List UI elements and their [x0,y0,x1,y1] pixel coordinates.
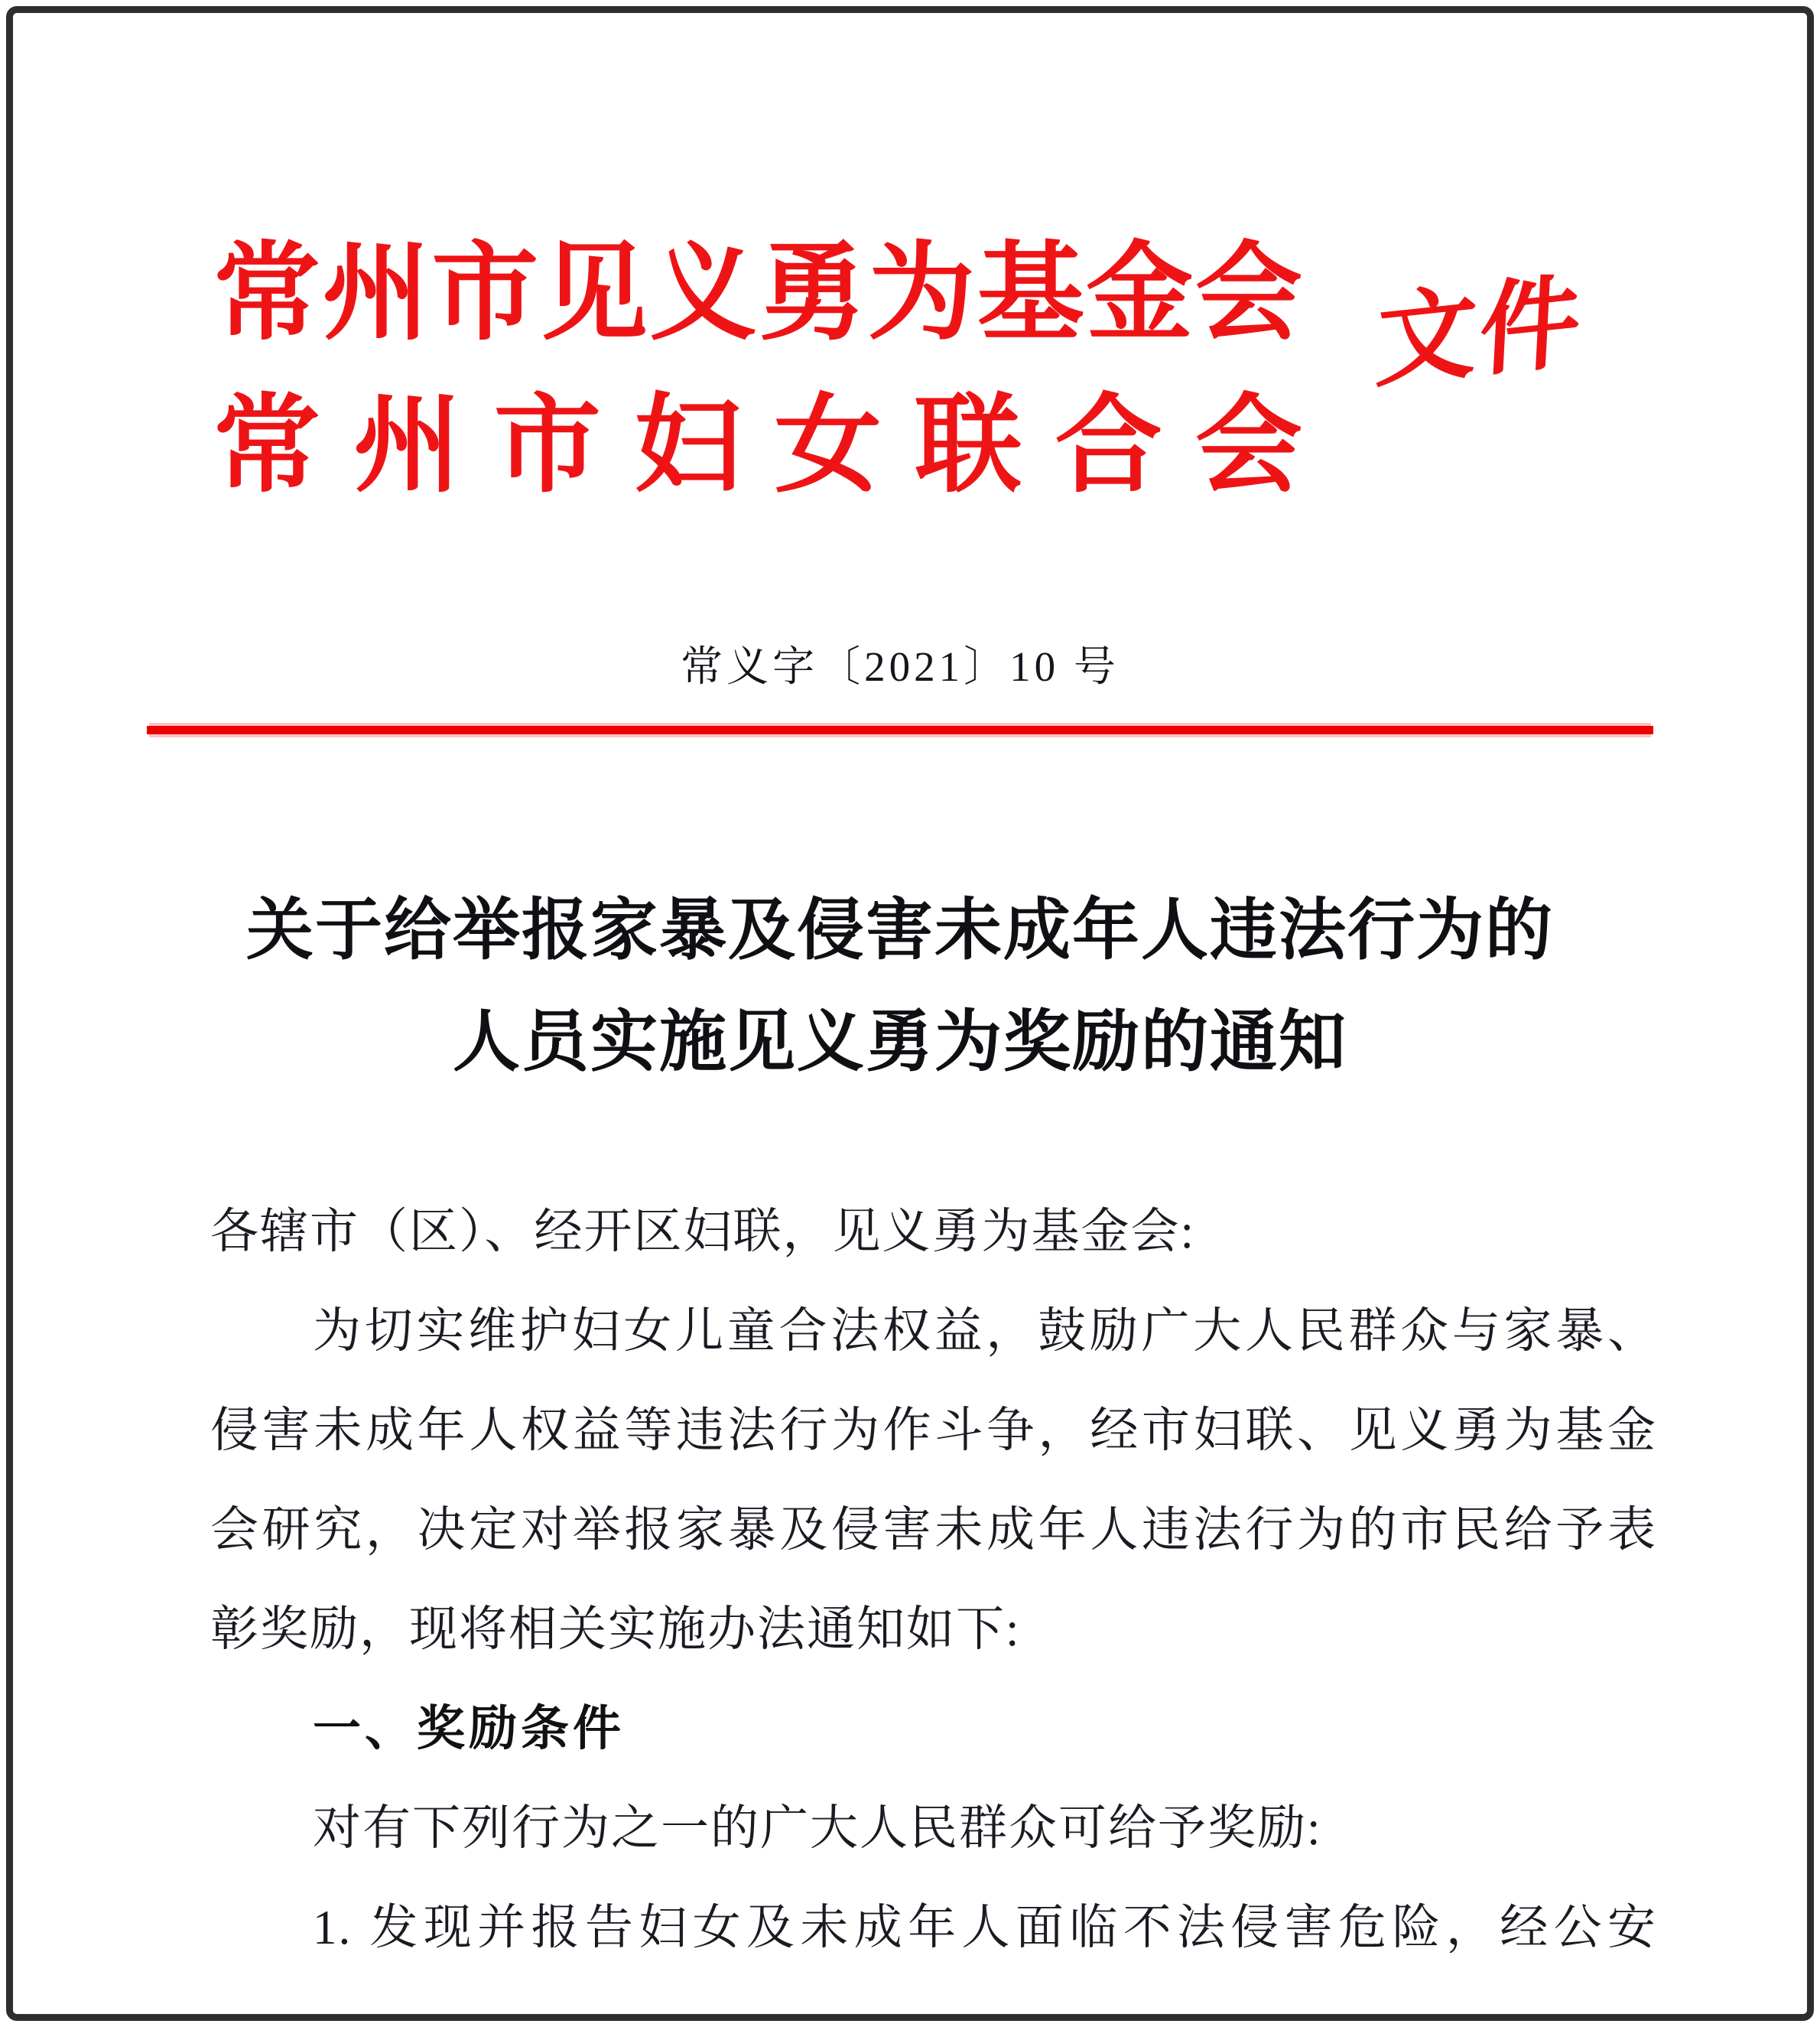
letterhead [213,218,1302,522]
letterhead-document-word: 文件 [1373,264,1587,401]
document-title-line2: 人员实施见义勇为奖励的通知 [452,1006,1347,1080]
document-reference-number: 常义字〔2021〕10 号 [681,643,1120,690]
letterhead-org-line1: 常州市见义勇为基金会 [213,235,1302,353]
paragraph1-line2: 侵害未成年人权益等违法行为作斗争，经市妇联、见义勇为基金 [210,1404,1657,1457]
section1-intro-line: 对有下列行为之一的广大人民群众可给予奖励: [313,1801,1322,1855]
letterhead-org-line2: 常州市妇女联合会 [213,387,1302,506]
section1-heading: 一、奖励条件 [313,1702,625,1755]
document-title-line1: 关于给举报家暴及侵害未成年人违法行为的 [245,894,1554,968]
paragraph1-line3: 会研究，决定对举报家暴及侵害未成年人违法行为的市民给予表 [210,1503,1657,1557]
paragraph1-line4: 彰奖励，现将相关实施办法通知如下: [210,1602,1021,1656]
document-body [210,1182,1657,1977]
document-title [147,876,1653,1099]
paragraph1-line1: 为切实维护妇女儿童合法权益，鼓励广大人民群众与家暴、 [313,1304,1657,1358]
document-page [6,6,1814,2021]
section1-item1-line: 1. 发现并报告妇女及未成年人面临不法侵害危险，经公安 [313,1901,1657,1954]
red-separator-rule [147,726,1653,734]
salutation-line: 各辖市（区）、经开区妇联，见义勇为基金会: [210,1205,1196,1258]
